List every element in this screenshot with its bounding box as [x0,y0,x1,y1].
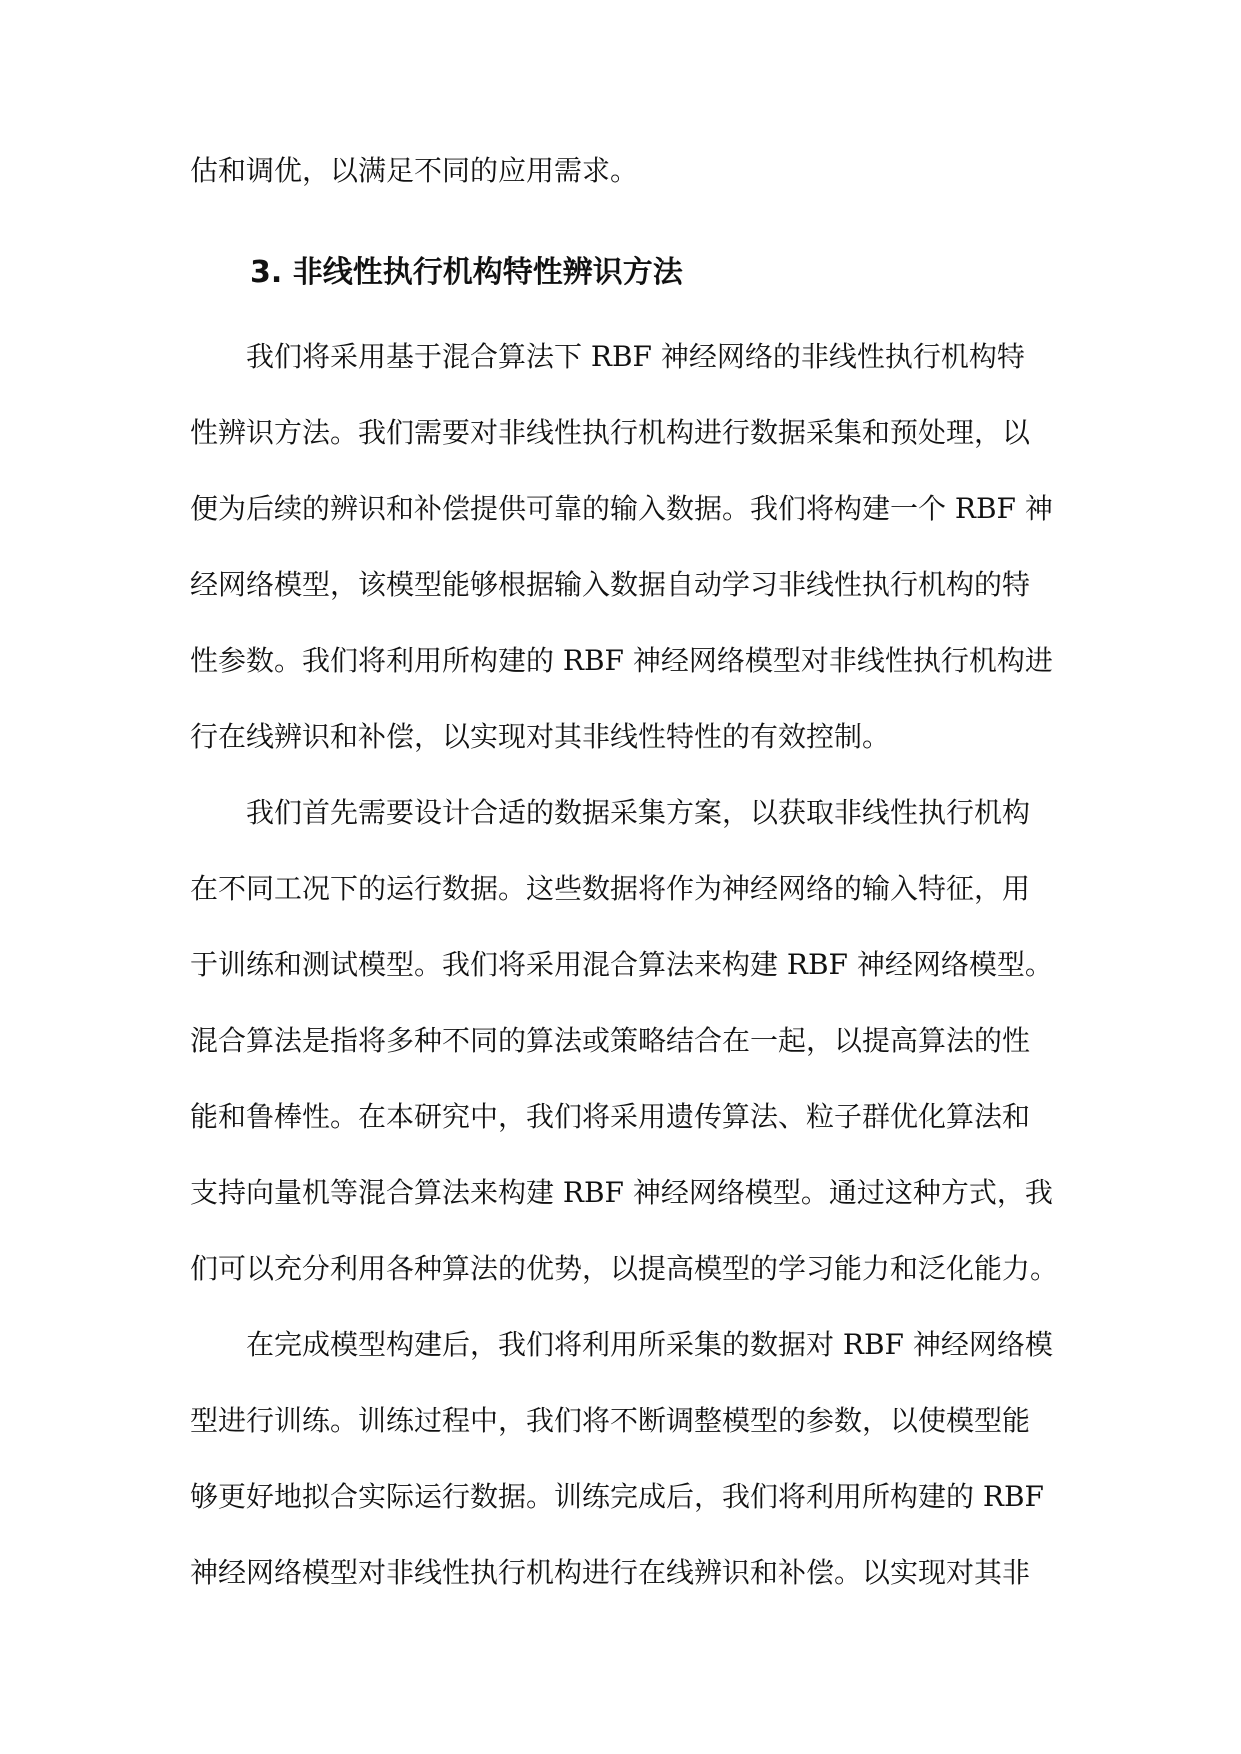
intro-tail-line: 估和调优，以满足不同的应用需求。 [190,154,639,187]
paragraph-line: 在完成模型构建后，我们将利用所采集的数据对 RBF 神经网络模 [246,1328,1053,1361]
paragraph-line: 能和鲁棒性。在本研究中，我们将采用遗传算法、粒子群优化算法和 [190,1100,1031,1133]
paragraph-line: 我们将采用基于混合算法下 RBF 神经网络的非线性执行机构特 [246,340,1025,373]
paragraph-line: 在不同工况下的运行数据。这些数据将作为神经网络的输入特征，用 [190,872,1031,905]
section-heading: 3. 非线性执行机构特性辨识方法 [250,255,683,290]
paragraph-line: 们可以充分利用各种算法的优势，以提高模型的学习能力和泛化能力。 [190,1252,1059,1285]
paragraph-line: 性辨识方法。我们需要对非线性执行机构进行数据采集和预处理，以 [190,416,1031,449]
paragraph-line: 行在线辨识和补偿，以实现对其非线性特性的有效控制。 [190,720,891,753]
document-body [190,146,1059,1624]
paragraph-line: 我们首先需要设计合适的数据采集方案，以获取非线性执行机构 [246,796,1031,829]
paragraph-line: 经网络模型，该模型能够根据输入数据自动学习非线性执行机构的特 [190,568,1031,601]
paragraph-line: 混合算法是指将多种不同的算法或策略结合在一起，以提高算法的性 [190,1024,1031,1057]
paragraph-1 [190,332,1052,788]
paragraph-3 [190,1320,1052,1624]
paragraph-line: 型进行训练。训练过程中，我们将不断调整模型的参数，以使模型能 [190,1404,1031,1437]
paragraph-line: 神经网络模型对非线性执行机构进行在线辨识和补偿。以实现对其非 [190,1556,1031,1589]
paragraph-2 [190,788,1059,1320]
paragraph-line: 支持向量机等混合算法来构建 RBF 神经网络模型。通过这种方式，我 [190,1176,1053,1209]
paragraph-line: 便为后续的辨识和补偿提供可靠的输入数据。我们将构建一个 RBF 神 [190,492,1053,525]
paragraph-line: 够更好地拟合实际运行数据。训练完成后，我们将利用所构建的 RBF [190,1480,1044,1513]
paragraph-line: 性参数。我们将利用所构建的 RBF 神经网络模型对非线性执行机构进 [190,644,1053,677]
paragraph-line: 于训练和测试模型。我们将采用混合算法来构建 RBF 神经网络模型。 [190,948,1053,981]
